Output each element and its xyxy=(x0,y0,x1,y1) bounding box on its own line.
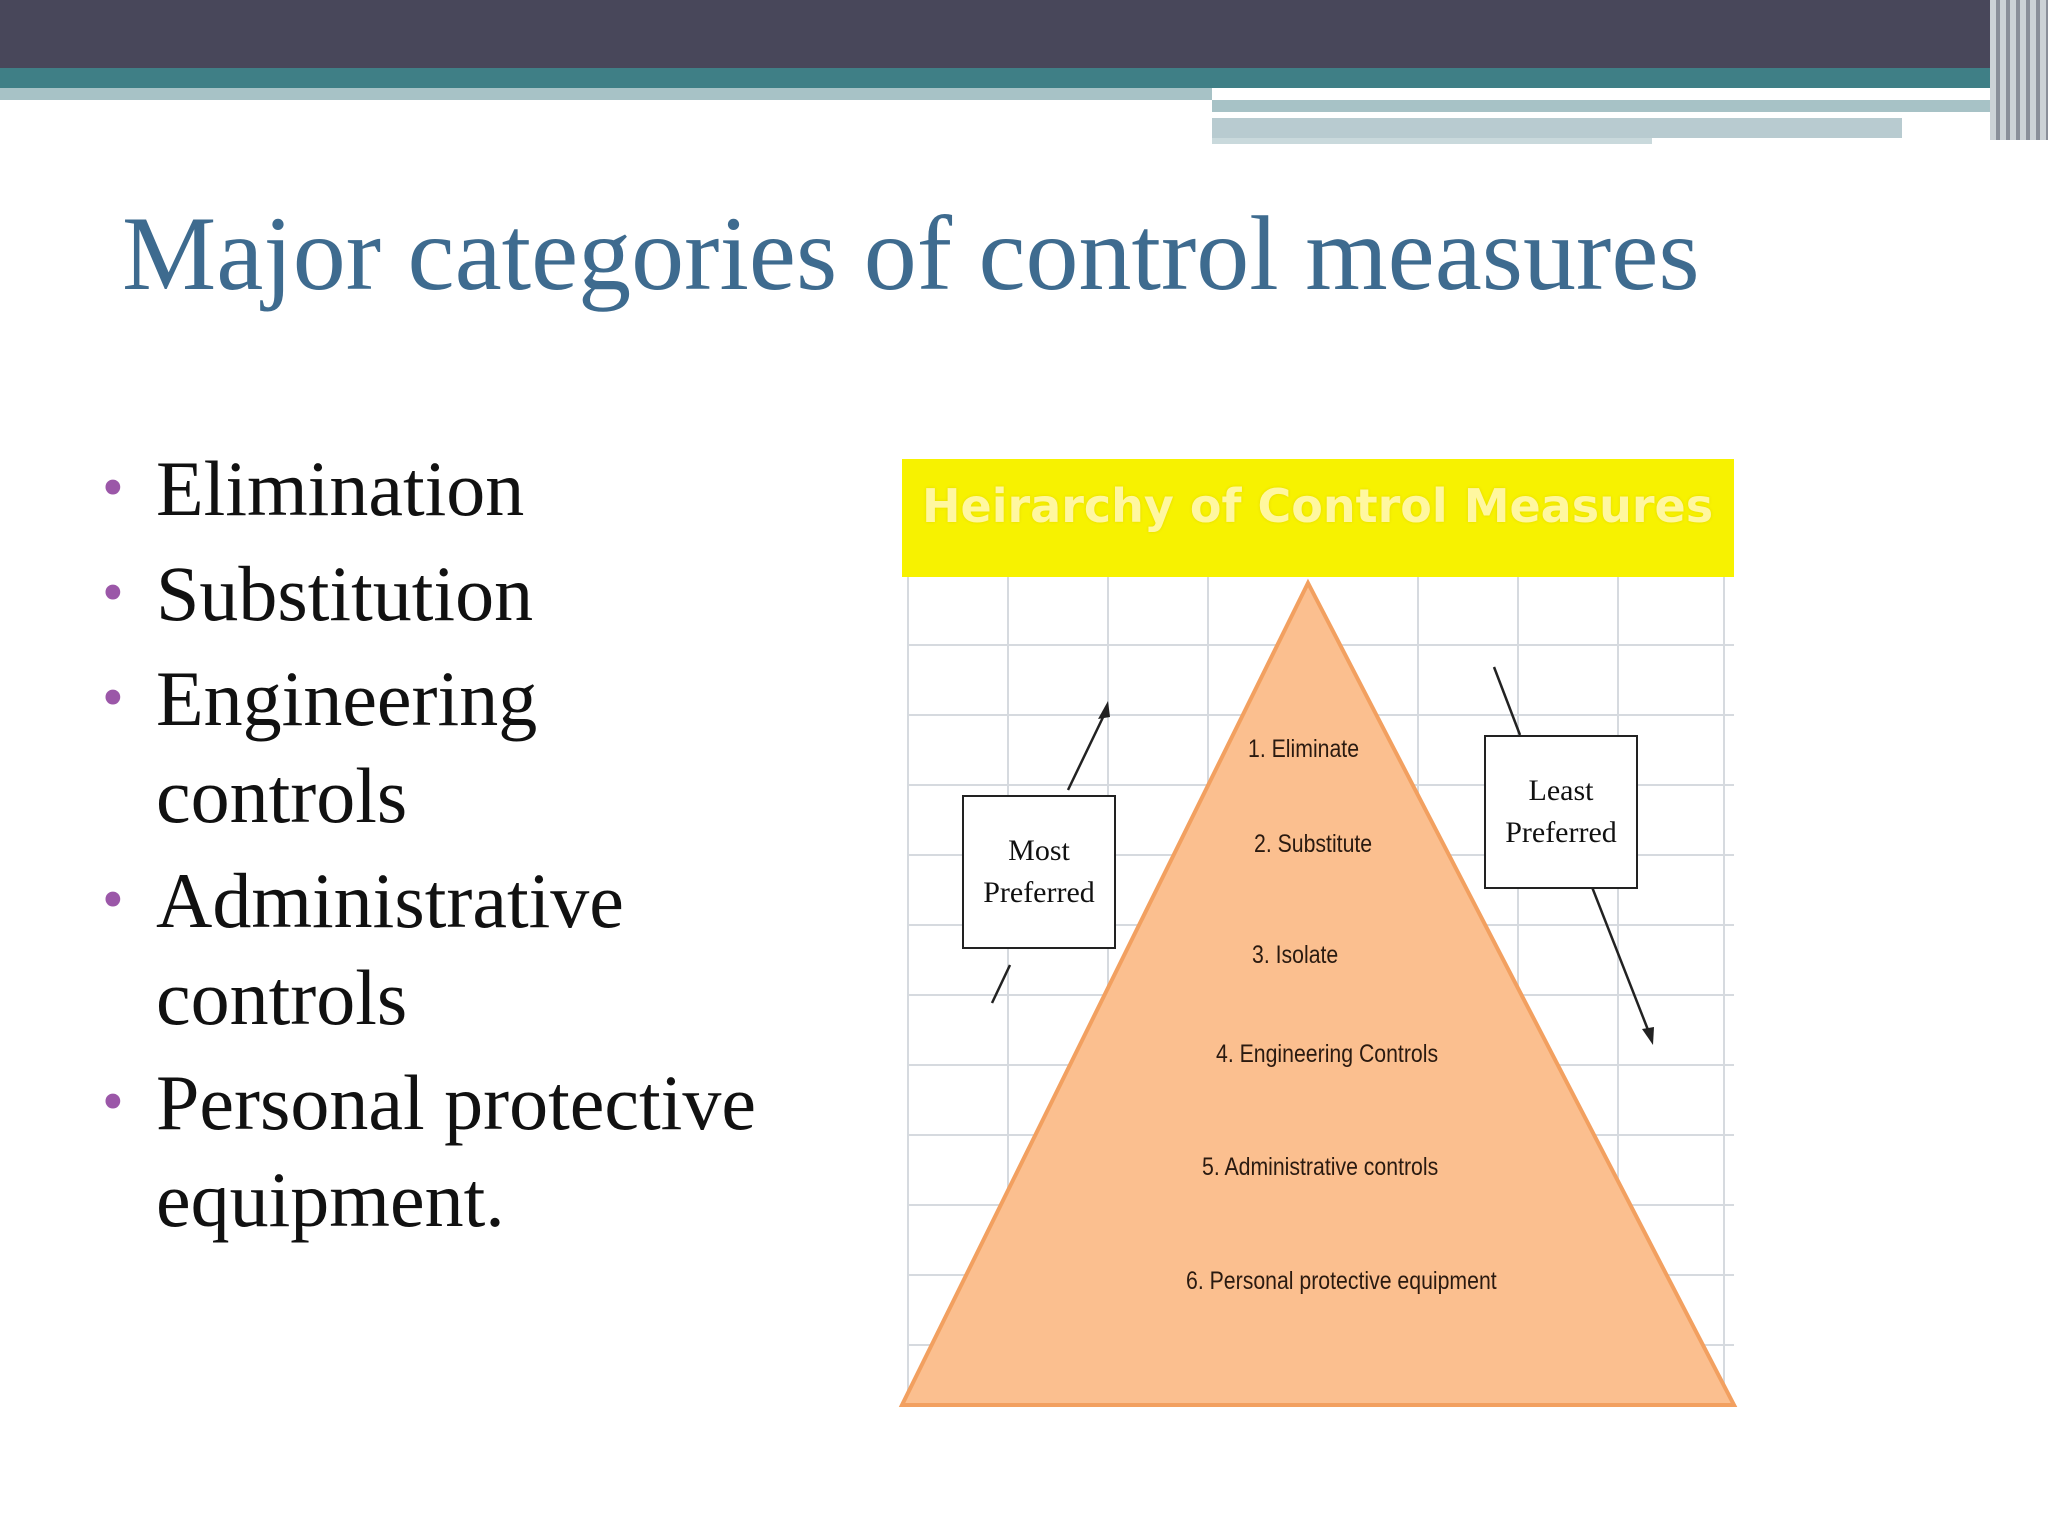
least-preferred-arrowhead xyxy=(1642,1027,1654,1045)
bullet-icon: • xyxy=(102,454,124,522)
least-preferred-arrow-top xyxy=(1494,667,1520,735)
bullet-text: Elimination xyxy=(156,445,525,532)
bullet-item xyxy=(96,1054,776,1248)
bullet-item xyxy=(96,650,776,844)
least-preferred-arrow xyxy=(1592,887,1650,1035)
pyramid-level-1: 1. Eliminate xyxy=(1248,735,1360,763)
bullet-icon: • xyxy=(102,1068,124,1136)
pyramid-level-4: 4. Engineering Controls xyxy=(1216,1040,1439,1068)
diagram-title: Heirarchy of Control Measures xyxy=(922,479,1714,533)
most-preferred-box: Most Preferred xyxy=(962,795,1116,949)
header-band-light xyxy=(0,88,1212,100)
least-preferred-box: Least Preferred xyxy=(1484,735,1638,889)
header-band-teal xyxy=(0,68,2048,88)
header-band-dark xyxy=(0,0,2048,68)
bullet-text: Administrative controls xyxy=(156,857,624,1041)
slide-title: Major categories of control measures xyxy=(122,195,1700,312)
pyramid-level-3: 3. Isolate xyxy=(1252,941,1339,969)
bullet-icon: • xyxy=(102,559,124,627)
most-preferred-arrowhead xyxy=(1098,701,1110,719)
bullet-item xyxy=(96,852,776,1046)
bullet-item xyxy=(96,545,776,642)
header-band-right-lower xyxy=(1212,118,1902,138)
bullet-icon: • xyxy=(102,664,124,732)
bullet-item xyxy=(96,440,776,537)
bullet-text: Personal protective equipment. xyxy=(156,1059,756,1243)
header-band-right-line xyxy=(1212,138,1652,144)
bullet-icon: • xyxy=(102,866,124,934)
header-edge-stripes xyxy=(1990,0,2048,140)
pyramid-level-2: 2. Substitute xyxy=(1254,830,1373,858)
bullet-text: Substitution xyxy=(156,550,534,637)
bullet-text: Engineering controls xyxy=(156,655,538,839)
pyramid-level-5: 5. Administrative controls xyxy=(1202,1153,1439,1181)
bullet-list xyxy=(96,440,776,1256)
hierarchy-diagram xyxy=(898,455,1738,1413)
header-band-right xyxy=(1212,100,2048,112)
most-preferred-arrow xyxy=(1068,711,1106,790)
pyramid-level-6: 6. Personal protective equipment xyxy=(1186,1267,1497,1295)
